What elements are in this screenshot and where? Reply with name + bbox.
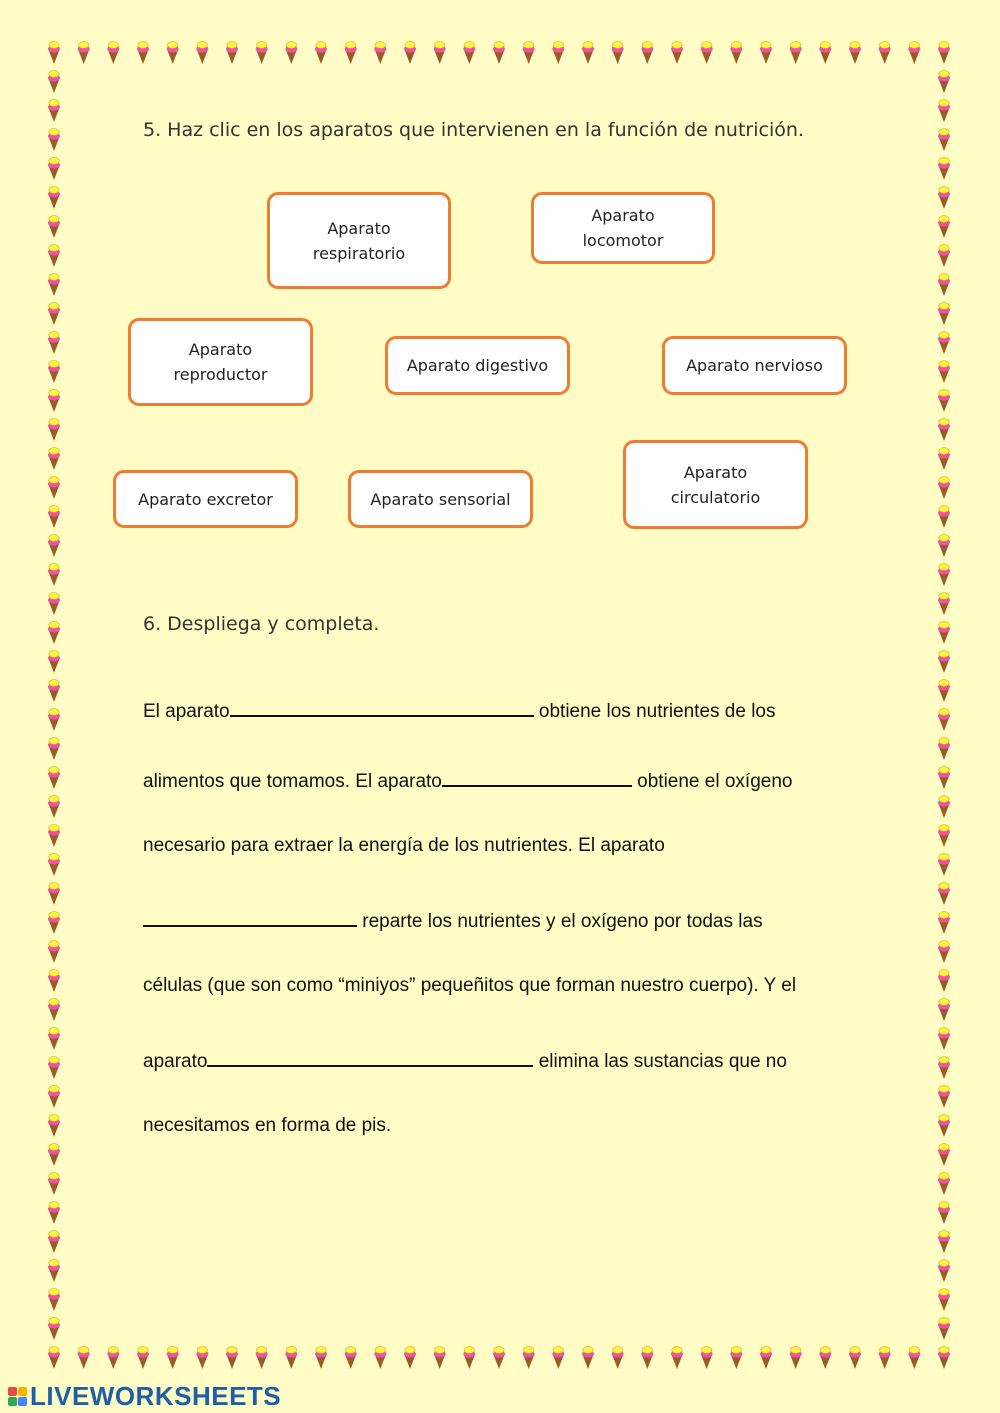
ice-cream-cone-icon xyxy=(167,42,179,64)
ice-cream-cone-icon xyxy=(256,1347,268,1369)
ice-cream-cone-icon xyxy=(582,42,594,64)
option-aparato-sensorial[interactable] xyxy=(348,470,533,528)
line-text: células (que son como “miniyos” pequeñitos que forman nuestro cuerpo). Y el xyxy=(143,975,797,996)
line-text: alimentos que tomamos. El aparato xyxy=(143,771,442,792)
ice-cream-cone-icon xyxy=(48,999,60,1021)
ice-cream-cone-icon xyxy=(612,1347,624,1369)
ice-cream-cone-icon xyxy=(938,1231,950,1253)
ice-cream-cone-icon xyxy=(938,738,950,760)
ice-cream-cone-icon xyxy=(374,42,386,64)
ice-cream-cone-icon xyxy=(938,42,950,64)
ice-cream-cone-icon xyxy=(938,1173,950,1195)
ice-cream-cone-icon xyxy=(48,71,60,93)
ice-cream-cone-icon xyxy=(938,1144,950,1166)
ice-cream-cone-icon xyxy=(671,1347,683,1369)
ice-cream-cone-icon xyxy=(48,158,60,180)
ice-cream-cone-icon xyxy=(463,1347,475,1369)
option-aparato-nervioso[interactable] xyxy=(662,336,847,395)
question-6-prompt: 6. Despliega y completa. xyxy=(143,613,380,635)
ice-cream-cone-icon xyxy=(107,42,119,64)
option-line: Aparato xyxy=(591,206,655,225)
option-aparato-respiratorio[interactable] xyxy=(267,192,451,289)
ice-cream-cone-icon xyxy=(48,970,60,992)
ice-cream-cone-icon xyxy=(938,1289,950,1311)
ice-cream-cone-icon xyxy=(196,1347,208,1369)
ice-cream-cone-icon xyxy=(48,941,60,963)
ice-cream-cone-icon xyxy=(938,448,950,470)
ice-cream-cone-icon xyxy=(523,1347,535,1369)
ice-cream-cone-icon xyxy=(48,593,60,615)
ice-cream-cone-icon xyxy=(819,1347,831,1369)
paragraph-line xyxy=(143,1115,391,1137)
ice-cream-cone-icon xyxy=(48,883,60,905)
line-text: elimina las sustancias que no xyxy=(533,1051,787,1072)
ice-cream-cone-icon xyxy=(48,564,60,586)
ice-cream-cone-icon xyxy=(404,1347,416,1369)
paragraph-line xyxy=(143,695,776,723)
ice-cream-cone-icon xyxy=(938,651,950,673)
ice-cream-cone-icon xyxy=(48,796,60,818)
ice-cream-cone-icon xyxy=(48,1318,60,1340)
ice-cream-cone-icon xyxy=(938,477,950,499)
ice-cream-cone-icon xyxy=(523,42,535,64)
ice-cream-cone-icon xyxy=(493,42,505,64)
ice-cream-cone-icon xyxy=(612,42,624,64)
option-line: Aparato xyxy=(327,218,391,238)
ice-cream-cone-icon xyxy=(107,1347,119,1369)
ice-cream-cone-icon xyxy=(938,1057,950,1079)
ice-cream-cone-icon xyxy=(938,187,950,209)
ice-cream-cone-icon xyxy=(48,1086,60,1108)
ice-cream-cone-icon xyxy=(48,854,60,876)
ice-cream-cone-icon xyxy=(552,42,564,64)
ice-cream-cone-icon xyxy=(345,1347,357,1369)
liveworksheets-logo[interactable] xyxy=(8,1380,281,1412)
ice-cream-cone-icon xyxy=(938,535,950,557)
ice-cream-cone-icon xyxy=(374,1347,386,1369)
option-line: Aparato excretor xyxy=(138,489,273,509)
ice-cream-cone-icon xyxy=(315,42,327,64)
ice-cream-cone-icon xyxy=(493,1347,505,1369)
option-line: Aparato digestivo xyxy=(406,356,549,375)
ice-cream-cone-icon xyxy=(48,419,60,441)
ice-cream-cone-icon xyxy=(938,506,950,528)
line-text: necesario para extraer la energía de los nutrientes. El aparato xyxy=(143,835,665,856)
ice-cream-cone-icon xyxy=(938,970,950,992)
ice-cream-cone-icon xyxy=(48,332,60,354)
ice-cream-cone-icon xyxy=(938,1028,950,1050)
option-line: locomotor xyxy=(582,231,664,250)
ice-cream-cone-icon xyxy=(48,477,60,499)
ice-cream-cone-icon xyxy=(48,1028,60,1050)
line-text: El aparato xyxy=(143,701,230,722)
option-aparato-reproductor[interactable] xyxy=(128,318,313,406)
option-line: Aparato xyxy=(188,340,253,359)
ice-cream-cone-icon xyxy=(48,709,60,731)
ice-cream-cone-icon xyxy=(434,42,446,64)
paragraph-line xyxy=(143,835,665,857)
ice-cream-cone-icon xyxy=(938,390,950,412)
ice-cream-cone-icon xyxy=(938,1260,950,1282)
blank-field[interactable] xyxy=(143,905,357,927)
line-text: obtiene el oxígeno xyxy=(631,771,793,792)
ice-cream-cone-icon xyxy=(701,1347,713,1369)
ice-cream-cone-icon xyxy=(285,42,297,64)
ice-cream-cone-icon xyxy=(938,564,950,586)
ice-cream-cone-icon xyxy=(671,42,683,64)
ice-cream-cone-icon xyxy=(48,1173,60,1195)
paragraph-line xyxy=(143,975,796,997)
ice-cream-cone-icon xyxy=(938,419,950,441)
ice-cream-cone-icon xyxy=(938,796,950,818)
ice-cream-cone-icon xyxy=(938,129,950,151)
ice-cream-cone-icon xyxy=(938,883,950,905)
ice-cream-cone-icon xyxy=(938,274,950,296)
option-aparato-excretor[interactable] xyxy=(113,470,298,528)
blank-field[interactable] xyxy=(207,1045,533,1067)
option-line: reproductor xyxy=(173,365,268,384)
ice-cream-cone-icon xyxy=(938,71,950,93)
line-text: obtiene los nutrientes de los xyxy=(533,701,776,722)
ice-cream-cone-icon xyxy=(48,1057,60,1079)
ice-cream-cone-icon xyxy=(641,1347,653,1369)
ice-cream-cone-icon xyxy=(48,274,60,296)
ice-cream-cone-icon xyxy=(938,709,950,731)
ice-cream-cone-icon xyxy=(938,1318,950,1340)
ice-cream-cone-icon xyxy=(48,245,60,267)
paragraph-line xyxy=(143,1045,787,1073)
ice-cream-cone-icon xyxy=(345,42,357,64)
ice-cream-cone-icon xyxy=(938,767,950,789)
ice-cream-cone-icon xyxy=(938,1115,950,1137)
ice-cream-cone-icon xyxy=(938,854,950,876)
ice-cream-cone-icon xyxy=(938,361,950,383)
ice-cream-cone-icon xyxy=(730,1347,742,1369)
ice-cream-cone-icon xyxy=(938,941,950,963)
ice-cream-cone-icon xyxy=(463,42,475,64)
ice-cream-cone-icon xyxy=(167,1347,179,1369)
ice-cream-cone-icon xyxy=(48,303,60,325)
ice-cream-cone-icon xyxy=(48,187,60,209)
option-aparato-circulatorio[interactable] xyxy=(623,440,808,529)
ice-cream-cone-icon xyxy=(819,42,831,64)
ice-cream-cone-icon xyxy=(938,100,950,122)
ice-cream-cone-icon xyxy=(760,42,772,64)
option-aparato-locomotor[interactable] xyxy=(531,192,715,264)
ice-cream-cone-icon xyxy=(908,1347,920,1369)
ice-cream-cone-icon xyxy=(938,216,950,238)
option-line: respiratorio xyxy=(312,243,406,263)
ice-cream-cone-icon xyxy=(48,100,60,122)
ice-cream-cone-icon xyxy=(226,42,238,64)
ice-cream-cone-icon xyxy=(48,506,60,528)
ice-cream-cone-icon xyxy=(938,622,950,644)
ice-cream-cone-icon xyxy=(137,1347,149,1369)
ice-cream-cone-icon xyxy=(404,42,416,64)
ice-cream-cone-icon xyxy=(434,1347,446,1369)
ice-cream-cone-icon xyxy=(226,1347,238,1369)
ice-cream-cone-icon xyxy=(48,390,60,412)
ice-cream-cone-icon xyxy=(48,535,60,557)
ice-cream-cone-icon xyxy=(256,42,268,64)
option-line: Aparato nervioso xyxy=(686,356,823,375)
ice-cream-cone-icon xyxy=(48,1231,60,1253)
ice-cream-cone-icon xyxy=(849,1347,861,1369)
ice-cream-cone-icon xyxy=(938,1086,950,1108)
ice-cream-cone-icon xyxy=(48,129,60,151)
ice-cream-cone-icon xyxy=(938,593,950,615)
ice-cream-cone-icon xyxy=(582,1347,594,1369)
option-line: Aparato sensorial xyxy=(370,489,511,509)
ice-cream-cone-icon xyxy=(701,42,713,64)
ice-cream-cone-icon xyxy=(48,1115,60,1137)
ice-cream-cone-icon xyxy=(48,1144,60,1166)
line-text: necesitamos en forma de pis. xyxy=(143,1115,392,1136)
option-line: circulatorio xyxy=(670,487,761,507)
ice-cream-cone-icon xyxy=(48,361,60,383)
ice-cream-cone-icon xyxy=(48,825,60,847)
ice-cream-cone-icon xyxy=(938,245,950,267)
ice-cream-cone-icon xyxy=(938,825,950,847)
ice-cream-cone-icon xyxy=(315,1347,327,1369)
ice-cream-cone-icon xyxy=(938,158,950,180)
blank-field[interactable] xyxy=(230,695,534,717)
logo-mark-icon xyxy=(8,1387,27,1406)
ice-cream-cone-icon xyxy=(48,738,60,760)
ice-cream-cone-icon xyxy=(48,42,60,64)
ice-cream-cone-icon xyxy=(285,1347,297,1369)
ice-cream-cone-icon xyxy=(849,42,861,64)
paragraph-line xyxy=(143,765,792,793)
ice-cream-cone-icon xyxy=(879,1347,891,1369)
ice-cream-cone-icon xyxy=(137,42,149,64)
blank-field[interactable] xyxy=(442,765,632,787)
ice-cream-cone-icon xyxy=(938,680,950,702)
ice-cream-cone-icon xyxy=(908,42,920,64)
ice-cream-cone-icon xyxy=(938,332,950,354)
ice-cream-cone-icon xyxy=(48,216,60,238)
option-line: Aparato xyxy=(683,462,748,482)
ice-cream-cone-icon xyxy=(879,42,891,64)
ice-cream-cone-icon xyxy=(938,999,950,1021)
ice-cream-cone-icon xyxy=(78,1347,90,1369)
ice-cream-cone-icon xyxy=(196,42,208,64)
logo-text: LIVEWORKSHEETS xyxy=(30,1380,282,1411)
ice-cream-cone-icon xyxy=(790,1347,802,1369)
ice-cream-cone-icon xyxy=(48,1289,60,1311)
paragraph-line xyxy=(143,905,763,933)
ice-cream-cone-icon xyxy=(938,912,950,934)
ice-cream-cone-icon xyxy=(48,651,60,673)
ice-cream-cone-icon xyxy=(48,767,60,789)
line-text: reparte los nutrientes y el oxígeno por todas las xyxy=(357,911,763,932)
ice-cream-cone-icon xyxy=(938,1202,950,1224)
ice-cream-cone-icon xyxy=(641,42,653,64)
ice-cream-cone-icon xyxy=(938,1347,950,1369)
ice-cream-cone-icon xyxy=(48,1347,60,1369)
ice-cream-cone-icon xyxy=(48,1202,60,1224)
ice-cream-cone-icon xyxy=(48,912,60,934)
line-text: aparato xyxy=(143,1051,208,1072)
ice-cream-cone-icon xyxy=(78,42,90,64)
ice-cream-cone-icon xyxy=(790,42,802,64)
ice-cream-cone-icon xyxy=(48,1260,60,1282)
ice-cream-cone-icon xyxy=(730,42,742,64)
ice-cream-cone-icon xyxy=(48,680,60,702)
ice-cream-cone-icon xyxy=(760,1347,772,1369)
ice-cream-cone-icon xyxy=(48,448,60,470)
ice-cream-cone-icon xyxy=(48,622,60,644)
question-5-prompt: 5. Haz clic en los aparatos que intervienen en la función de nutrición. xyxy=(143,119,804,141)
option-aparato-digestivo[interactable] xyxy=(385,336,570,395)
ice-cream-cone-icon xyxy=(938,303,950,325)
ice-cream-cone-icon xyxy=(552,1347,564,1369)
